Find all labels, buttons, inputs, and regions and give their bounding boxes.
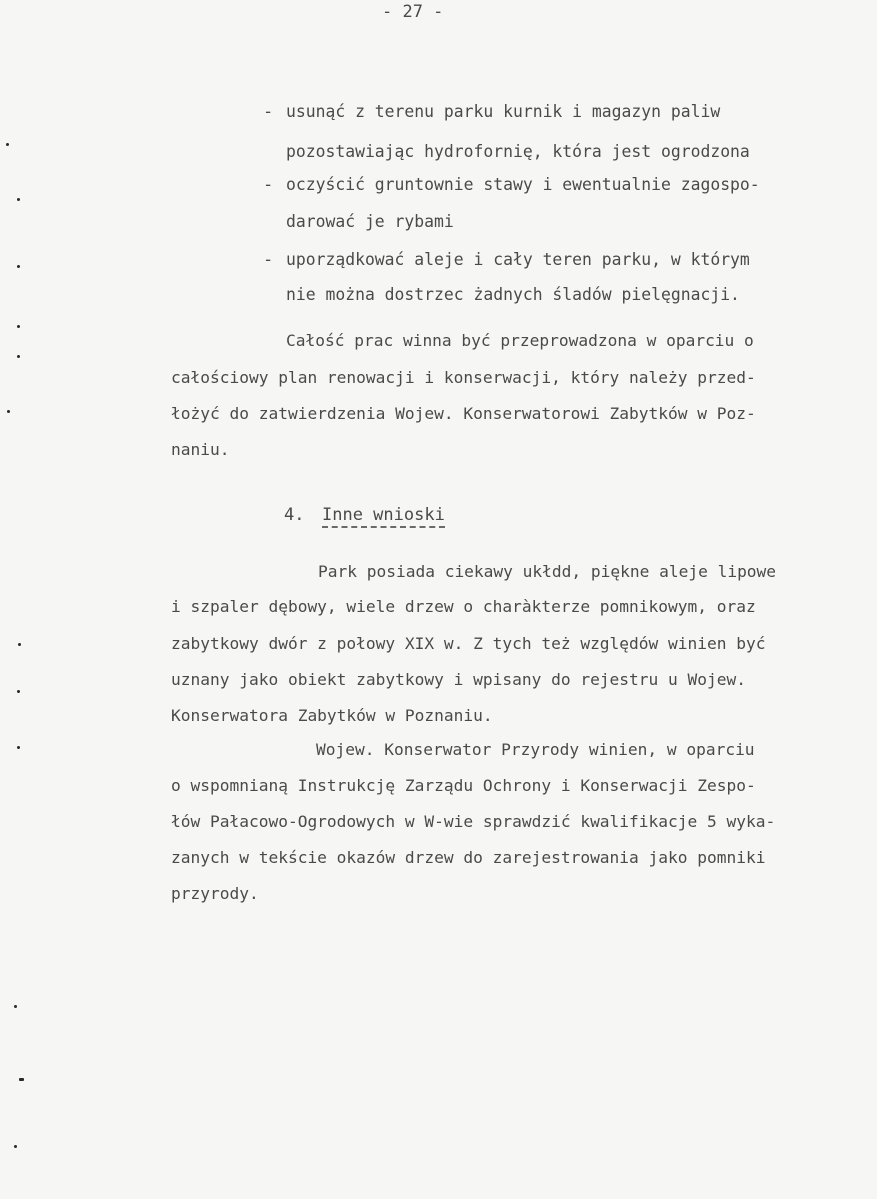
paragraph-3-line-3: łów Pałacowo-Ogrodowych w W-wie sprawdzić kwalifikacje 5 wyka- [171,812,776,831]
section-title: Inne wnioski [322,505,445,528]
paragraph-3-line-5: przyrody. [171,884,259,903]
page-number: - 27 - [382,2,444,22]
bullet-2-line-1: oczyścić gruntownie stawy i ewentualnie zagospo- [286,175,760,194]
margin-mark [6,143,9,146]
paragraph-2-line-3: zabytkowy dwór z połowy XIX w. Z tych też względów winien być [171,634,766,653]
bullet-2-line-2: darować je rybami [286,212,454,231]
margin-mark [7,410,10,413]
paragraph-2-line-1: Park posiada ciekawy ukłdd, piękne aleje lipowe [318,562,777,581]
paragraph-3-line-1: Wojew. Konserwator Przyrody winien, w oparciu [316,740,755,759]
bullet-1-line-2: pozostawiając hydrofornię, która jest ogrodzona [286,142,750,161]
margin-mark [18,643,21,646]
bullet-3-line-1: uporządkować aleje i cały teren parku, w którym [286,250,750,269]
margin-mark [17,265,20,268]
paragraph-1-line-1: Całość prac winna być przeprowadzona w oparciu o [286,331,754,350]
margin-mark [17,355,20,358]
paragraph-1-line-2: całościowy plan renowacji i konserwacji, który należy przed- [171,368,756,387]
margin-mark [17,746,20,749]
paragraph-2-line-4: uznany jako obiekt zabytkowy i wpisany do rejestru u Wojew. [171,670,746,689]
margin-mark [17,325,20,328]
paragraph-3-line-2: o wspomnianą Instrukcję Zarządu Ochrony i Konserwacji Zespo- [171,776,756,795]
bullet-dash: - [263,102,274,122]
paragraph-3-line-4: zanych w tekście okazów drzew do zarejestrowania jako pomniki [171,848,766,867]
paragraph-1-line-4: naniu. [171,440,230,459]
paragraph-2-line-2: i szpaler dębowy, wiele drzew o charàkterze pomnikowym, oraz [171,597,756,616]
margin-mark [19,1078,24,1081]
bullet-1-line-1: usunąć z terenu parku kurnik i magazyn paliw [286,102,721,121]
margin-mark [14,1145,17,1148]
bullet-3-line-2: nie można dostrzec żadnych śladów pielęgnacji. [286,285,740,304]
bullet-dash: - [263,175,274,195]
margin-mark [17,690,20,693]
section-number: 4. [284,505,305,525]
margin-mark [17,198,20,201]
bullet-dash: - [263,250,274,270]
paragraph-1-line-3: łożyć do zatwierdzenia Wojew. Konserwatorowi Zabytków w Poz- [171,404,756,423]
margin-mark [14,1005,17,1008]
paragraph-2-line-5: Konserwatora Zabytków w Poznaniu. [171,706,493,725]
